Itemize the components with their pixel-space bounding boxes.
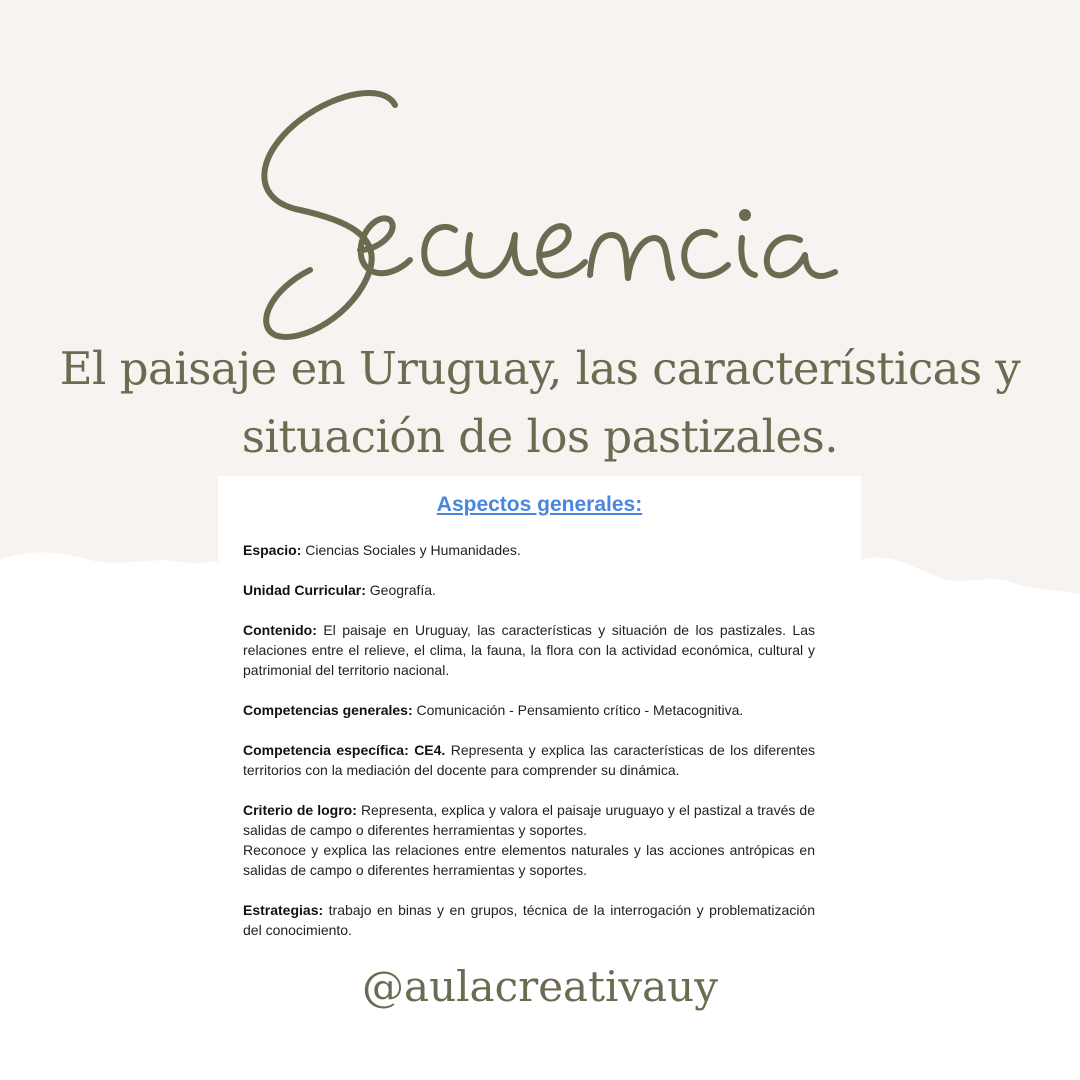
section-unidad-curricular (243, 580, 815, 600)
document-card (218, 476, 861, 960)
section-text-continued: Reconoce y explica las relaciones entre elementos naturales y las acciones antrópicas en salidas de campo o diferentes herramientas y soportes. (243, 842, 815, 878)
section-espacio (243, 540, 815, 560)
social-handle: @aulacreativauy (362, 962, 718, 1011)
subtitle (40, 335, 1040, 471)
section-label: Contenido: (243, 622, 317, 638)
subtitle-line-1: El paisaje en Uruguay, las características y (59, 342, 1021, 395)
section-competencia-especifica (243, 740, 815, 780)
section-estrategias (243, 900, 815, 940)
section-label: Espacio: (243, 542, 302, 558)
section-label: Estrategias: (243, 902, 324, 918)
section-text: Ciencias Sociales y Humanidades. (301, 542, 521, 558)
section-competencias-generales (243, 700, 815, 720)
section-criterio-de-logro (243, 800, 815, 880)
document-heading: Aspectos generales: (436, 493, 643, 516)
section-label: Competencias generales: (243, 702, 413, 718)
secuencia-script-title (0, 50, 1080, 340)
section-label: Criterio de logro: (243, 802, 357, 818)
section-text: Representa, explica y valora el paisaje uruguayo y el pastizal a través de salidas de campo o diferentes herramientas y soportes. (243, 802, 815, 838)
secuencia-script-logo (0, 50, 1080, 340)
section-text: trabajo en binas y en grupos, técnica de la interrogación y problematización del conocimiento. (243, 902, 815, 938)
section-contenido (243, 620, 815, 680)
section-text: Geografía. (365, 582, 436, 598)
section-label: Unidad Curricular: (243, 582, 366, 598)
section-text: Comunicación - Pensamiento crítico - Metacognitiva. (412, 702, 744, 718)
document-body (243, 540, 815, 960)
section-label: Competencia específica: CE4. (243, 742, 446, 758)
subtitle-line-2: situación de los pastizales. (241, 410, 839, 463)
section-text: Representa y explica las características de los diferentes territorios con la mediación del docente para comprender su dinámica. (243, 742, 816, 778)
section-text: El paisaje en Uruguay, las características y situación de los pastizales. Las relaciones entre el relieve, el clima, la fauna, la flora con la actividad económica, cultural y patrimonial del territorio nacional. (243, 622, 815, 678)
